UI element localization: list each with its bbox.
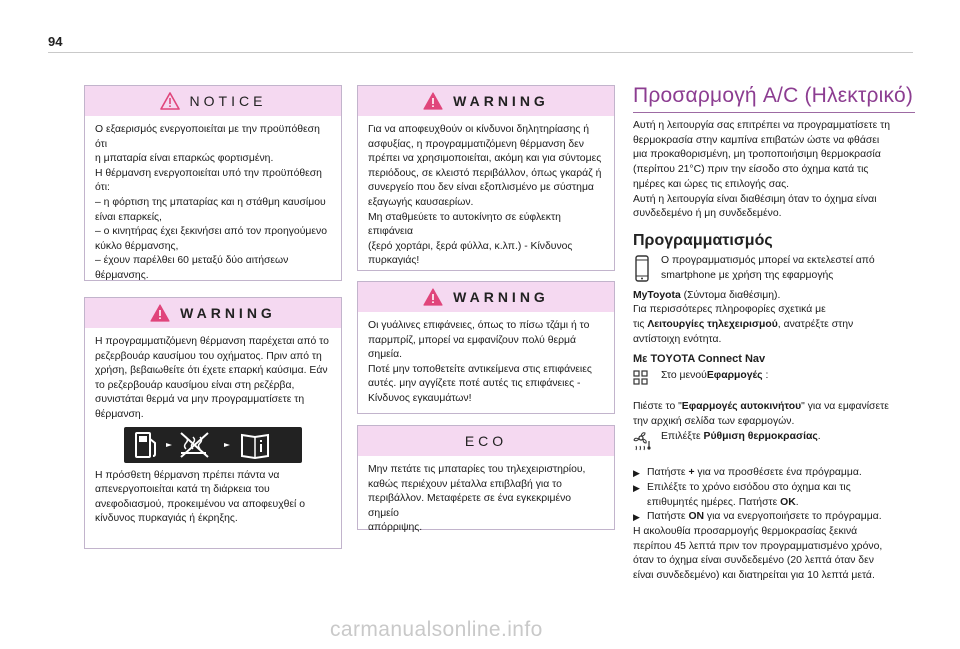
- info-suffix: , ανατρέξτε στην: [777, 319, 854, 331]
- intro-line: θερμοκρασία στην καμπίνα επιβατών ώστε να φθάσει: [633, 134, 880, 146]
- outro-line: όταν το όχημα είναι συνδεδεμένο (20 λεπτά όταν δεν: [633, 555, 874, 567]
- step-line: Επιλέξτε το χρόνο εισόδου στο όχημα και τις: [647, 481, 851, 493]
- warning-line: ανεφοδιασμού, προκειμένου να αποφευχθεί ο: [95, 498, 306, 510]
- notice-line: – ο κινητήρας έχει ξεκινήσει από τον προηγούμενο: [95, 226, 327, 238]
- section-heading: Προσαρμογή A/C (Ηλεκτρικό): [633, 84, 914, 107]
- notice-line: Η θέρμανση ενεργοποιείται υπό την προϋπόθεση: [95, 167, 322, 179]
- smartphone-icon: [633, 255, 655, 289]
- refuel-pictogram: [124, 427, 302, 463]
- warning-line: απενεργοποιείται κατά τη διάρκεια του: [95, 484, 270, 496]
- step-item: [633, 481, 915, 510]
- bullet-arrow-icon: ▶: [633, 512, 640, 523]
- steps-list: [633, 466, 915, 525]
- step-suffix: για να ενεργοποιήσετε το πρόγραμμα.: [704, 511, 882, 523]
- temperature-setting-option: Ρύθμιση θερμοκρασίας: [703, 430, 818, 442]
- eco-title: ECO: [464, 433, 508, 449]
- outro-paragraph: [633, 525, 915, 584]
- intro-line: συνδεδεμένο ή μη συνδεδεμένο.: [633, 208, 782, 220]
- warning-body: [358, 116, 614, 275]
- press-line: την αρχική σελίδα των εφαρμογών.: [633, 415, 795, 427]
- select-row: [633, 430, 915, 457]
- warning-line: Κίνδυνος εγκαυμάτων!: [368, 392, 472, 404]
- intro-line: μια προκαθορισμένη, μη τροποποιήσιμη θερμοκρασία: [633, 149, 881, 161]
- outro-line: Η ακολουθία προσαρμογής θερμοκρασίας ξεκινά: [633, 526, 858, 538]
- warning-title: WARNING: [180, 305, 276, 321]
- press-prefix: Πιέστε το ": [633, 401, 682, 413]
- warning-line: πρέπει να χρησιμοποιείται, ακόμη και για σύντομες: [368, 153, 602, 165]
- warning-body: [358, 312, 614, 413]
- warning-title: WARNING: [453, 289, 549, 305]
- bullet-arrow-icon: ▶: [633, 482, 640, 493]
- warning-line: συνεργείο που δεν είναι εξοπλισμένο με σύστημα: [368, 182, 594, 194]
- heading-divider: [633, 112, 915, 113]
- step-prefix: επιθυμητές ημέρες. Πατήστε: [647, 496, 781, 508]
- info-line: Για περισσότερες πληροφορίες σχετικά με: [633, 304, 826, 316]
- warning-triangle-icon: [423, 92, 443, 110]
- warning-line: Για να αποφευχθούν οι κίνδυνοι δηλητηρίασης ή: [368, 124, 590, 135]
- info-prefix: τις: [633, 319, 648, 331]
- eco-box: [357, 425, 615, 534]
- notice-line: είναι επαρκείς,: [95, 211, 162, 223]
- nav-heading: Με TOYOTA Connect Nav: [633, 353, 766, 366]
- press-paragraph: [633, 400, 915, 429]
- eco-body: [358, 456, 614, 542]
- page-number: 94: [48, 34, 63, 49]
- watermark: carmanualsonline.info: [330, 618, 543, 641]
- warning-line: Η πρόσθετη θέρμανση πρέπει πάντα να: [95, 469, 280, 481]
- eco-line: απόρριψης.: [368, 522, 423, 534]
- outro-line: είναι συνδεδεμένο) και διατηρείται για 10 λεπτά μετά.: [633, 570, 875, 582]
- warning-line: χρήση, βεβαιωθείτε ότι έχετε επαρκή καύσιμα. Εάν: [95, 365, 328, 377]
- eco-header: [358, 426, 614, 456]
- warning-line: παρμπρίζ, μπορεί να εμφανίζουν πολύ θερμά: [368, 334, 577, 346]
- apps-grid-icon: [633, 370, 655, 392]
- app-name: MyToyota: [633, 289, 681, 301]
- notice-line: ότι:: [95, 182, 110, 194]
- eco-line: Μην πετάτε τις μπαταρίες του τηλεχειριστηρίου,: [368, 464, 586, 475]
- notice-line: η μπαταρία είναι επαρκώς φορτισμένη.: [95, 153, 274, 165]
- step-prefix: Πατήστε: [647, 467, 689, 479]
- menu-suffix: :: [762, 370, 769, 382]
- notice-line: θέρμανσης.: [95, 269, 149, 281]
- warning-box-hot-glass: [357, 281, 615, 414]
- warning-title: WARNING: [453, 93, 549, 109]
- add-program-button: +: [688, 467, 695, 479]
- warning-header: [358, 282, 614, 312]
- arrow-right-icon: [166, 443, 172, 447]
- climate-fan-icon: [633, 431, 655, 457]
- app-suffix: (Σύντομα διαθέσιμη).: [680, 289, 781, 301]
- warning-header: [85, 298, 341, 328]
- step-prefix: Πατήστε: [647, 511, 689, 523]
- warning-line: Μη σταθμεύετε το αυτοκίνητο σε εύφλεκτη επιφάνεια: [368, 211, 561, 238]
- notice-body: [85, 116, 341, 290]
- menu-prefix: Στο μενού: [661, 370, 707, 382]
- warning-line: θέρμανση.: [95, 408, 144, 420]
- notice-line: Ο εξαερισμός ενεργοποιείται με την προϋπόθεση ότι: [95, 124, 320, 150]
- warning-line: εξαγωγής καυσαερίων.: [368, 196, 474, 208]
- step-suffix: .: [795, 496, 799, 508]
- intro-line: (περίπου 21°C) πριν την είσοδο στο όχημα κατά τις: [633, 164, 869, 176]
- select-suffix: .: [817, 430, 821, 442]
- bullet-arrow-icon: ▶: [633, 468, 640, 479]
- prog-line: smartphone με χρήση της εφαρμογής: [661, 269, 834, 281]
- intro-line: Αυτή η λειτουργία είναι διαθέσιμη όταν το όχημα είναι: [633, 193, 877, 205]
- intro-line: Αυτή η λειτουργία σας επιτρέπει να προγραμματίσετε τη: [633, 120, 890, 131]
- notice-line: κύκλο θέρμανσης,: [95, 240, 179, 252]
- notice-title: NOTICE: [189, 93, 267, 109]
- warning-line: ρεζερβουάρ καυσίμου του οχήματος. Πριν από τη: [95, 350, 322, 362]
- on-button: ON: [688, 511, 705, 523]
- warning-line: Ποτέ μην τοποθετείτε αντικείμενα στις επιφάνειες: [368, 363, 592, 375]
- ok-button: OK: [780, 496, 796, 508]
- warning-line: περιόδους, σε κλειστό περιβάλλον, όπως γκαράζ ή: [368, 167, 602, 179]
- warning-line: το ρεζερβουάρ καυσίμου είναι στη ρεζέρβα,: [95, 379, 295, 391]
- eco-line: περιβάλλον. Μεταφέρετε σε ένα εγκεκριμένο σημείο: [368, 493, 572, 519]
- warning-line: αυτές. μην αγγίζετε ποτέ αυτές τις επιφάνειες -: [368, 378, 581, 390]
- warning-triangle-icon: [423, 288, 443, 306]
- vehicle-apps-button: Εφαρμογές αυτοκινήτου: [681, 401, 802, 413]
- prog-line: Ο προγραμματισμός μπορεί να εκτελεστεί από: [661, 254, 875, 266]
- press-suffix: " για να εμφανίσετε: [801, 401, 889, 413]
- warning-line: σημεία.: [368, 349, 403, 361]
- intro-paragraph: [633, 119, 915, 222]
- warning-triangle-icon: [150, 304, 170, 322]
- warning-line: κίνδυνος πυρκαγιάς ή έκρηξης.: [95, 513, 238, 525]
- programming-heading: Προγραμματισμός: [633, 231, 773, 249]
- step-suffix: για να προσθέσετε ένα πρόγραμμα.: [694, 467, 862, 479]
- arrow-right-icon: [224, 443, 230, 447]
- warning-line: Οι γυάλινες επιφάνειες, όπως το πίσω τζάμι ή το: [368, 320, 590, 331]
- step-item: [633, 510, 915, 525]
- top-divider: [48, 52, 913, 53]
- notice-box: [84, 85, 342, 281]
- warning-line: (ξερό χορτάρι, ξερά φύλλα, κ.λπ.) - Κίνδυνος: [368, 240, 573, 252]
- applications-menu: Εφαρμογές: [706, 370, 763, 382]
- info-line: αντίστοιχη ενότητα.: [633, 333, 722, 345]
- remote-functions-link: Λειτουργίες τηλεχειρισμού: [647, 319, 778, 331]
- select-prefix: Επιλέξτε: [661, 430, 704, 442]
- outro-line: περίπου 45 λεπτά πριν τον προγραμματισμένο χρόνο,: [633, 540, 883, 552]
- warning-line: Η προγραμματιζόμενη θέρμανση παρέχεται από το: [95, 336, 329, 347]
- notice-line: – η φόρτιση της μπαταρίας και η στάθμη καυσίμου: [95, 196, 326, 208]
- warning-line: συνιστάται θερμά να μην προγραμματίσετε τη: [95, 394, 305, 406]
- ac-preconditioning-section: [633, 84, 915, 584]
- step-item: [633, 466, 915, 481]
- warning-box-poisoning: [357, 85, 615, 271]
- warning-line: ασφυξίας, η προγραμματιζόμενη θέρμανση δεν: [368, 138, 584, 150]
- intro-line: ημέρες και ώρες τις επιλογής σας.: [633, 178, 790, 190]
- notice-header: [85, 86, 341, 116]
- warning-triangle-icon: [160, 92, 180, 110]
- warning-box-fuel: [84, 297, 342, 549]
- app-paragraph: [633, 289, 915, 348]
- warning-line: πυρκαγιάς!: [368, 255, 420, 267]
- eco-line: καθώς περιέχουν μέταλλα επιβλαβή για το: [368, 478, 562, 490]
- menu-row: [633, 369, 915, 392]
- warning-header: [358, 86, 614, 116]
- notice-line: – έχουν παρέλθει 60 μεταξύ δύο αιτήσεων: [95, 255, 289, 267]
- smartphone-row: [633, 254, 915, 289]
- warning-body: [85, 328, 341, 533]
